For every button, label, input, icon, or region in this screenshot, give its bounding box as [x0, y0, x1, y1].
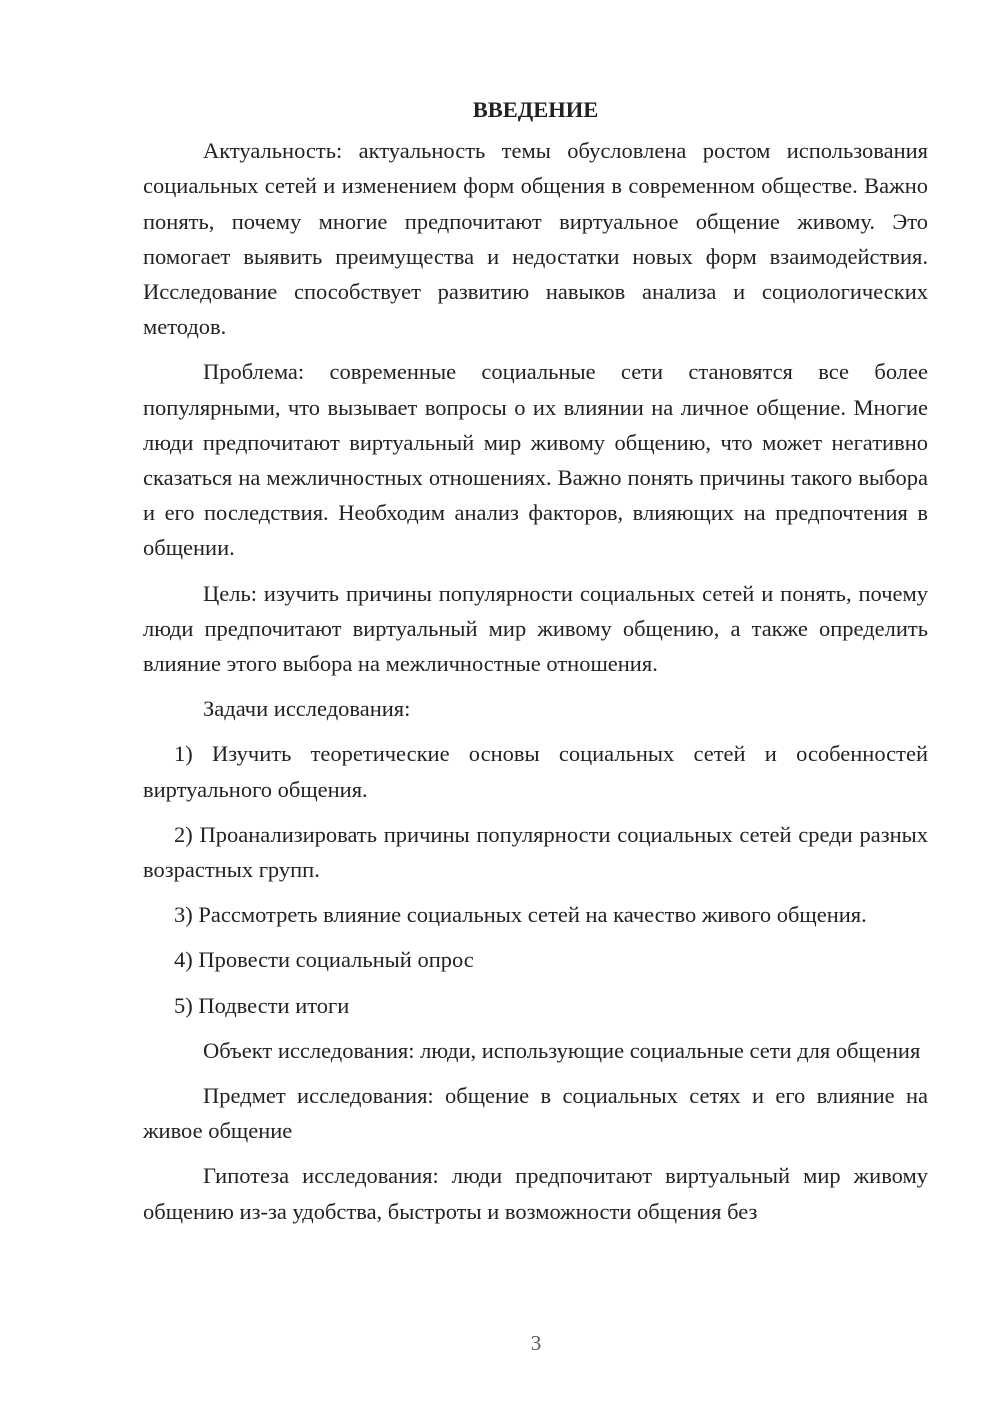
- page-number: 3: [530, 1331, 542, 1355]
- task-item-1: 1) Изучить теоретические основы социальных сетей и особенностей виртуального общения.: [143, 741, 928, 802]
- paragraph-hypothesis: Гипотеза исследования: люди предпочитают виртуальный мир живому общению из-за удобства, быстроты и возможности общения без: [143, 1163, 928, 1224]
- section-title: ВВЕДЕНИЕ: [472, 97, 599, 122]
- task-item-4: 4) Провести социальный опрос: [174, 947, 474, 973]
- task-item-2: 2) Проанализировать причины популярности социальных сетей среди разных возрастных групп.: [143, 821, 928, 883]
- paragraph-object: Объект исследования: люди, использующие социальные сети для общения: [203, 1037, 921, 1063]
- paragraph-goal: Цель: изучить причины популярности социальных сетей и понять, почему люди предпочитают виртуальный мир живому общению, а также определить влияние этого выбора на межличностные отношения.: [143, 580, 928, 677]
- paragraph-problem: Проблема: современные социальные сети становятся все более популярными, что вызывает вопросы о их влиянии на личное общение. Многие люди предпочитают виртуальный мир живому общению, что может негативно сказаться на межличностных отношениях. Важно понять причины такого выбора и его последствия. Необходим анализ факторов, влияющих на предпочтения в общении.: [143, 359, 928, 561]
- task-item-5: 5) Подвести итоги: [174, 992, 350, 1018]
- paragraph-subject: Предмет исследования: общение в социальных сетях и его влияние на живое общение: [143, 1083, 928, 1144]
- paragraph-relevance: Актуальность: актуальность темы обусловлена ростом использования социальных сетей и изменением форм общения в современном обществе. Важно понять, почему многие предпочитают виртуальное общение живому. Это помогает выявить преимущества и недостатки новых форм взаимодействия. Исследование способствует развитию навыков анализа и социологических методов.: [143, 138, 928, 340]
- page-content: [143, 92, 928, 1239]
- tasks-heading: Задачи исследования:: [203, 696, 411, 722]
- task-item-3: 3) Рассмотреть влияние социальных сетей на качество живого общения.: [174, 902, 867, 928]
